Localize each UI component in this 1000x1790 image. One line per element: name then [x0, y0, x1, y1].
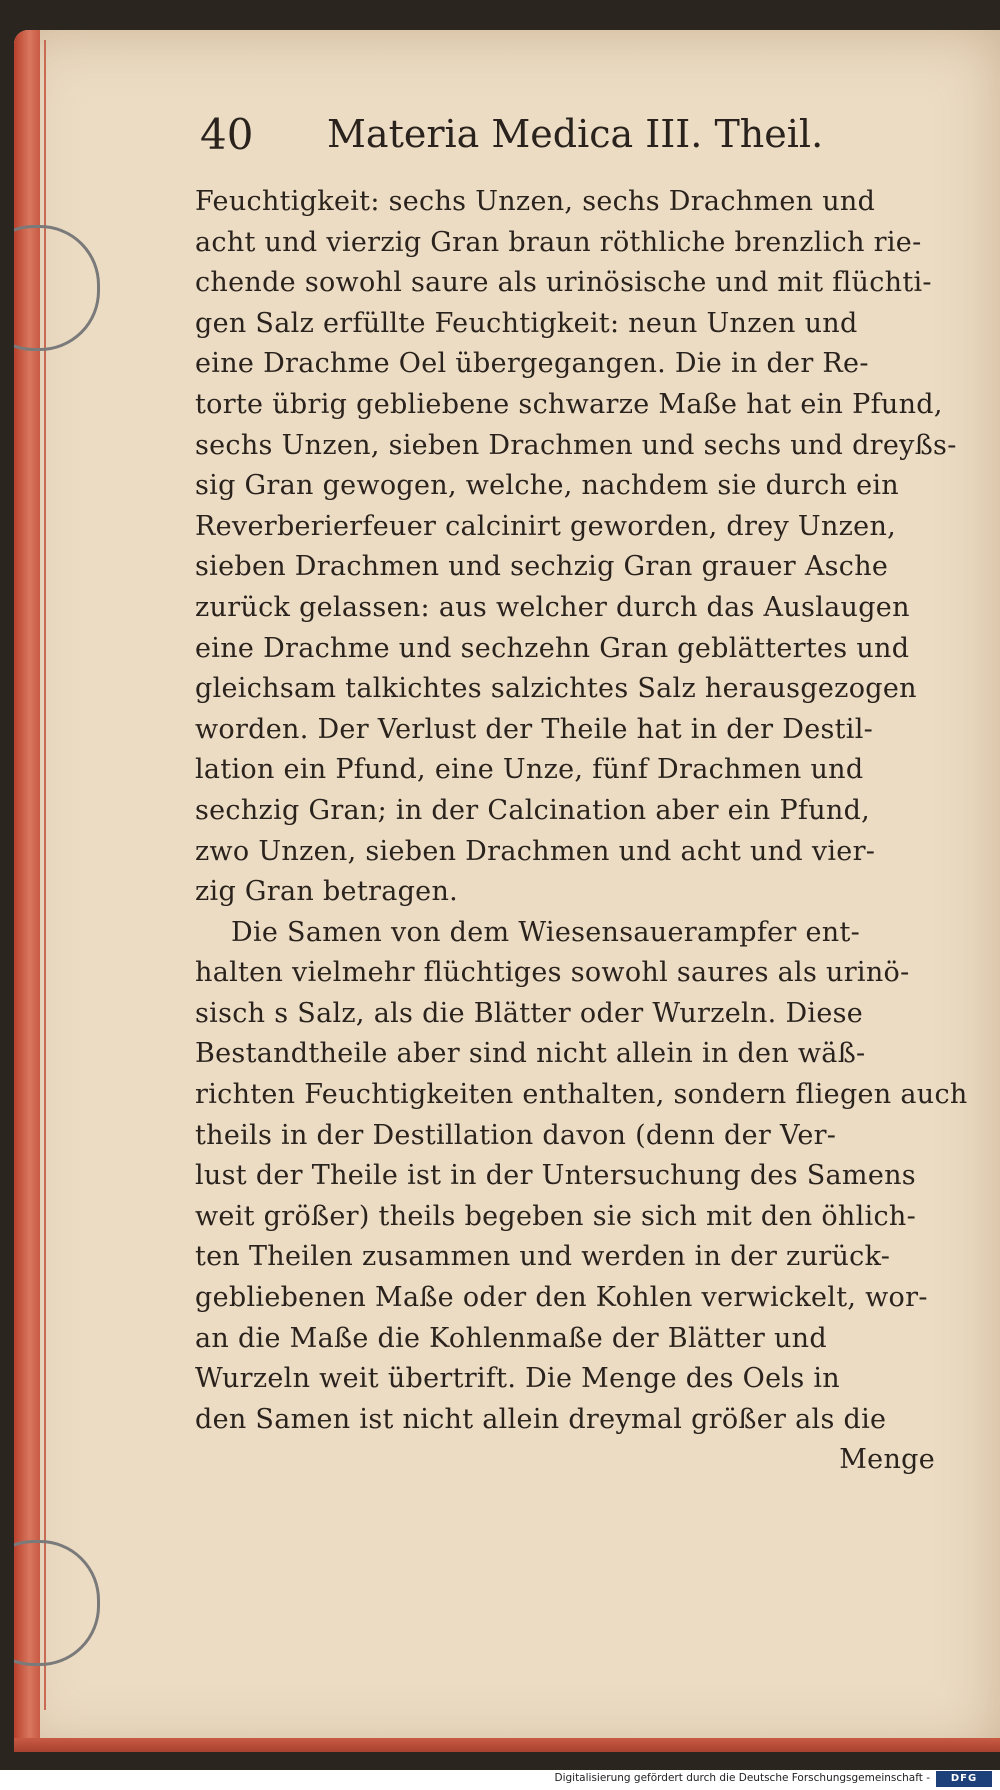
text-line: Die Samen von dem Wiesensauerampfer ent-: [231, 916, 861, 948]
text-line: halten vielmehr flüchtiges sowohl saures als urinö-: [195, 957, 910, 989]
text-line: sisch s Salz, als die Blätter oder Wurzeln. Diese: [195, 997, 864, 1029]
dfg-logo[interactable]: DFG: [936, 1771, 992, 1787]
body-text: [195, 182, 968, 1481]
text-line: richten Feuchtigkeiten enthalten, sondern fliegen auch: [195, 1079, 968, 1111]
page-number: 40: [200, 110, 254, 159]
text-line: Bestandtheile aber sind nicht allein in den wäß-: [195, 1038, 866, 1070]
text-line: torte übrig gebliebene schwarze Maße hat ein Pfund,: [195, 388, 943, 420]
text-line: weit größer) theils begeben sie sich mit den öhlich-: [195, 1200, 917, 1232]
text-line: gleichsam talkichtes salzichtes Salz herausgezogen: [195, 673, 917, 705]
text-line: worden. Der Verlust der Theile hat in der Destil-: [195, 713, 874, 745]
text-line: sechs Unzen, sieben Drachmen und sechs und dreyßs-: [195, 429, 957, 461]
text-line: gebliebenen Maße oder den Kohlen verwickelt, wor-: [195, 1282, 928, 1314]
text-line: theils in der Destillation davon (denn der Ver-: [195, 1119, 837, 1151]
archival-tab-loop-bottom: [14, 1540, 100, 1666]
digitization-credit: Digitalisierung gefördert durch die Deutsche Forschungsgemeinschaft -: [554, 1772, 930, 1784]
text-line: Feuchtigkeit: sechs Unzen, sechs Drachmen und: [195, 186, 876, 217]
text-line: lation ein Pfund, eine Unze, fünf Drachmen und: [195, 754, 864, 786]
text-line: zurück gelassen: aus welcher durch das Auslaugen: [195, 591, 910, 623]
catchword: Menge: [839, 1444, 935, 1476]
text-line: an die Maße die Kohlenmaße der Blätter und: [195, 1322, 827, 1354]
running-title: Materia Medica III. Theil.: [327, 112, 824, 156]
text-line: zwo Unzen, sieben Drachmen und acht und vier-: [195, 835, 876, 867]
text-line: Wurzeln weit übertrift. Die Menge des Oels in: [195, 1363, 840, 1395]
text-line: sechzig Gran; in der Calcination aber ein Pfund,: [195, 794, 871, 826]
page-bottom-edge: [14, 1738, 1000, 1752]
text-line: gen Salz erfüllte Feuchtigkeit: neun Unzen und: [195, 307, 858, 339]
text-line: eine Drachme und sechzehn Gran geblättertes und: [195, 632, 910, 664]
text-line: acht und vierzig Gran braun röthliche brenzlich rie-: [195, 226, 922, 258]
text-line: chende sowohl saure als urinösische und mit flüchti-: [195, 267, 932, 299]
text-line: eine Drachme Oel übergegangen. Die in der Re-: [195, 348, 869, 380]
text-line: den Samen ist nicht allein dreymal größer als die: [195, 1403, 887, 1435]
text-line: sig Gran gewogen, welche, nachdem sie durch ein: [195, 470, 899, 502]
text-line: ten Theilen zusammen und werden in der zurück-: [195, 1241, 891, 1273]
text-line: lust der Theile ist in der Untersuchung des Samens: [195, 1160, 916, 1192]
text-line: sieben Drachmen und sechzig Gran grauer Asche: [195, 551, 889, 583]
running-head: [200, 110, 840, 170]
archival-tab-loop-top: [14, 225, 100, 351]
text-line: zig Gran betragen.: [195, 876, 459, 908]
text-line: Reverberierfeuer calcinirt geworden, drey Unzen,: [195, 510, 897, 542]
